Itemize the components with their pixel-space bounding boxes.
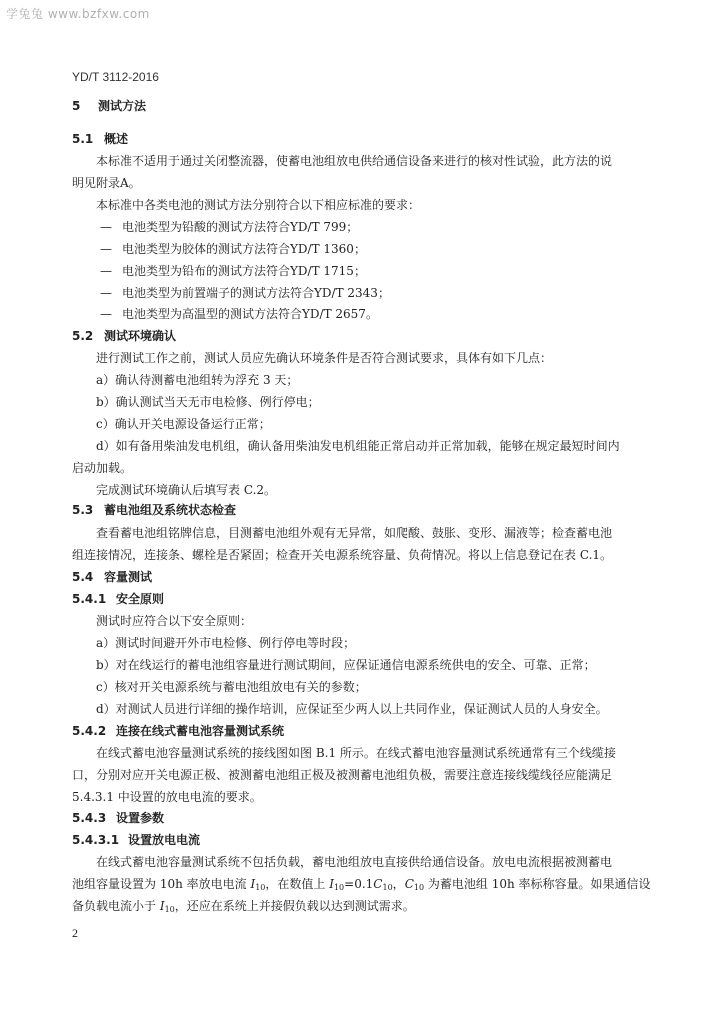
- symbol-C: C: [373, 877, 383, 891]
- section-number: 5: [72, 99, 81, 113]
- paragraph: 进行测试工作之前，测试人员应先确认环境条件是否符合测试要求，具体有如下几点：: [96, 351, 553, 365]
- section-title: 安全原则: [116, 592, 165, 606]
- page-number: 2: [72, 926, 78, 940]
- watermark: 学兔兔 www.bzfxw.com: [6, 7, 150, 21]
- section-title: 概述: [104, 132, 129, 146]
- list-item: a）确认待测蓄电池组转为浮充 3 天；: [96, 373, 299, 387]
- paragraph: 完成测试环境确认后填写表 C.2。: [96, 483, 277, 497]
- paragraph: 组连接情况，连接条、螺栓是否紧固；检查开关电源系统容量、负荷情况。将以上信息登记在表 C.1。: [72, 548, 613, 562]
- list-item: — 电池类型为胶体的测试方法符合YD/T 1360；: [100, 242, 366, 256]
- list-item: c）确认开关电源设备运行正常；: [96, 417, 271, 431]
- dash-marker: —: [100, 307, 112, 321]
- section-number: 5.4.2: [72, 724, 107, 738]
- section-5-heading: [72, 98, 146, 114]
- symbol-I: I: [159, 899, 165, 913]
- section-title: 容量测试: [104, 570, 153, 584]
- section-title: 蓄电池组及系统状态检查: [104, 503, 237, 517]
- section-number: 5.3: [72, 503, 94, 517]
- standard-code: YD/T 3112-2016: [72, 70, 159, 84]
- dash-marker: —: [100, 264, 112, 278]
- paragraph: 本标准中各类电池的测试方法分别符合以下相应标准的要求：: [96, 198, 421, 212]
- list-item: d）对测试人员进行详细的操作培训，应保证至少两人以上共同作业，保证测试人员的人身安全。: [96, 702, 608, 716]
- section-number: 5.4: [72, 570, 94, 584]
- section-title: 测试方法: [98, 99, 147, 113]
- paragraph: 在线式蓄电池容量测试系统不包括负载，蓄电池组放电直接供给通信设备。放电电流根据被测蓄电: [96, 855, 613, 869]
- section-number: 5.4.1: [72, 592, 107, 606]
- list-item-continued: 启动加载。: [72, 461, 133, 475]
- section-5-4-3-heading: [72, 810, 164, 826]
- section-5-4-3-1-heading: [72, 832, 200, 848]
- section-number: 5.2: [72, 329, 94, 343]
- paragraph: 池组容量设置为 10h 率放电电流 $I_{10}$，在数值上 $I_{10}=0.1C_{10}$，$C_{10}$ 为蓄电池组 10h 率标称容量。如果通信设: [72, 877, 651, 892]
- section-5-1-heading: [72, 131, 128, 147]
- section-title: 连接在线式蓄电池容量测试系统: [116, 724, 285, 738]
- list-item: — 电池类型为高温型的测试方法符合YD/T 2657。: [100, 307, 378, 321]
- list-item: — 电池类型为前置端子的测试方法符合YD/T 2343；: [100, 286, 390, 300]
- list-item: d）如有备用柴油发电机组，确认备用柴油发电机组能正常启动并正常加载，能够在规定最短时间内: [96, 439, 620, 453]
- section-title: 测试环境确认: [104, 329, 177, 343]
- paragraph: 明见附录A。: [72, 176, 141, 190]
- symbol-C: C: [404, 877, 414, 891]
- section-5-3-heading: [72, 502, 236, 518]
- section-number: 5.4.3.1: [72, 833, 120, 847]
- list-item: b）确认测试当天无市电检修、例行停电；: [96, 395, 320, 409]
- section-number: 5.1: [72, 132, 94, 146]
- paragraph: 本标准不适用于通过关闭整流器，使蓄电池组放电供给通信设备来进行的核对性试验，此方法的说: [96, 154, 613, 168]
- list-item: — 电池类型为铅布的测试方法符合YD/T 1715；: [100, 264, 366, 278]
- paragraph: 查看蓄电池组铭牌信息，目测蓄电池组外观有无异常，如爬酸、鼓胀、变形、漏液等；检查蓄电池: [96, 526, 613, 540]
- section-title: 设置参数: [116, 811, 165, 825]
- list-item: b）对在线运行的蓄电池组容量进行测试期间，应保证通信电源系统供电的安全、可靠、正常；: [96, 658, 596, 672]
- paragraph: 在线式蓄电池容量测试系统的接线图如图 B.1 所示。在线式蓄电池容量测试系统通常有三个线缆接: [96, 746, 616, 760]
- paragraph: 口，分别对应开关电源正极、被测蓄电池组正极及被测蓄电池组负极，需要注意连接线缆线径应能满足: [72, 768, 613, 782]
- paragraph: 5.4.3.1 中设置的放电电流的要求。: [72, 790, 262, 804]
- dash-marker: —: [100, 286, 112, 300]
- section-title: 设置放电电流: [128, 833, 201, 847]
- section-number: 5.4.3: [72, 811, 107, 825]
- symbol-I: I: [329, 877, 334, 891]
- paragraph: 测试时应符合以下安全原则：: [96, 614, 253, 628]
- section-5-4-heading: [72, 569, 152, 585]
- list-item: — 电池类型为铅酸的测试方法符合YD/T 799；: [100, 220, 359, 234]
- section-5-2-heading: [72, 328, 176, 344]
- dash-marker: —: [100, 220, 112, 234]
- paragraph: 备负载电流小于 $I_{10}$，还应在系统上并接假负载以达到测试需求。: [72, 899, 415, 914]
- section-5-4-1-heading: [72, 591, 164, 607]
- list-item: c）核对开关电源系统与蓄电池组放电有关的参数；: [96, 680, 367, 694]
- dash-marker: —: [100, 242, 112, 256]
- list-item: a）测试时间避开外市电检修、例行停电等时段；: [96, 636, 356, 650]
- symbol-I: I: [250, 877, 256, 891]
- section-5-4-2-heading: [72, 723, 284, 739]
